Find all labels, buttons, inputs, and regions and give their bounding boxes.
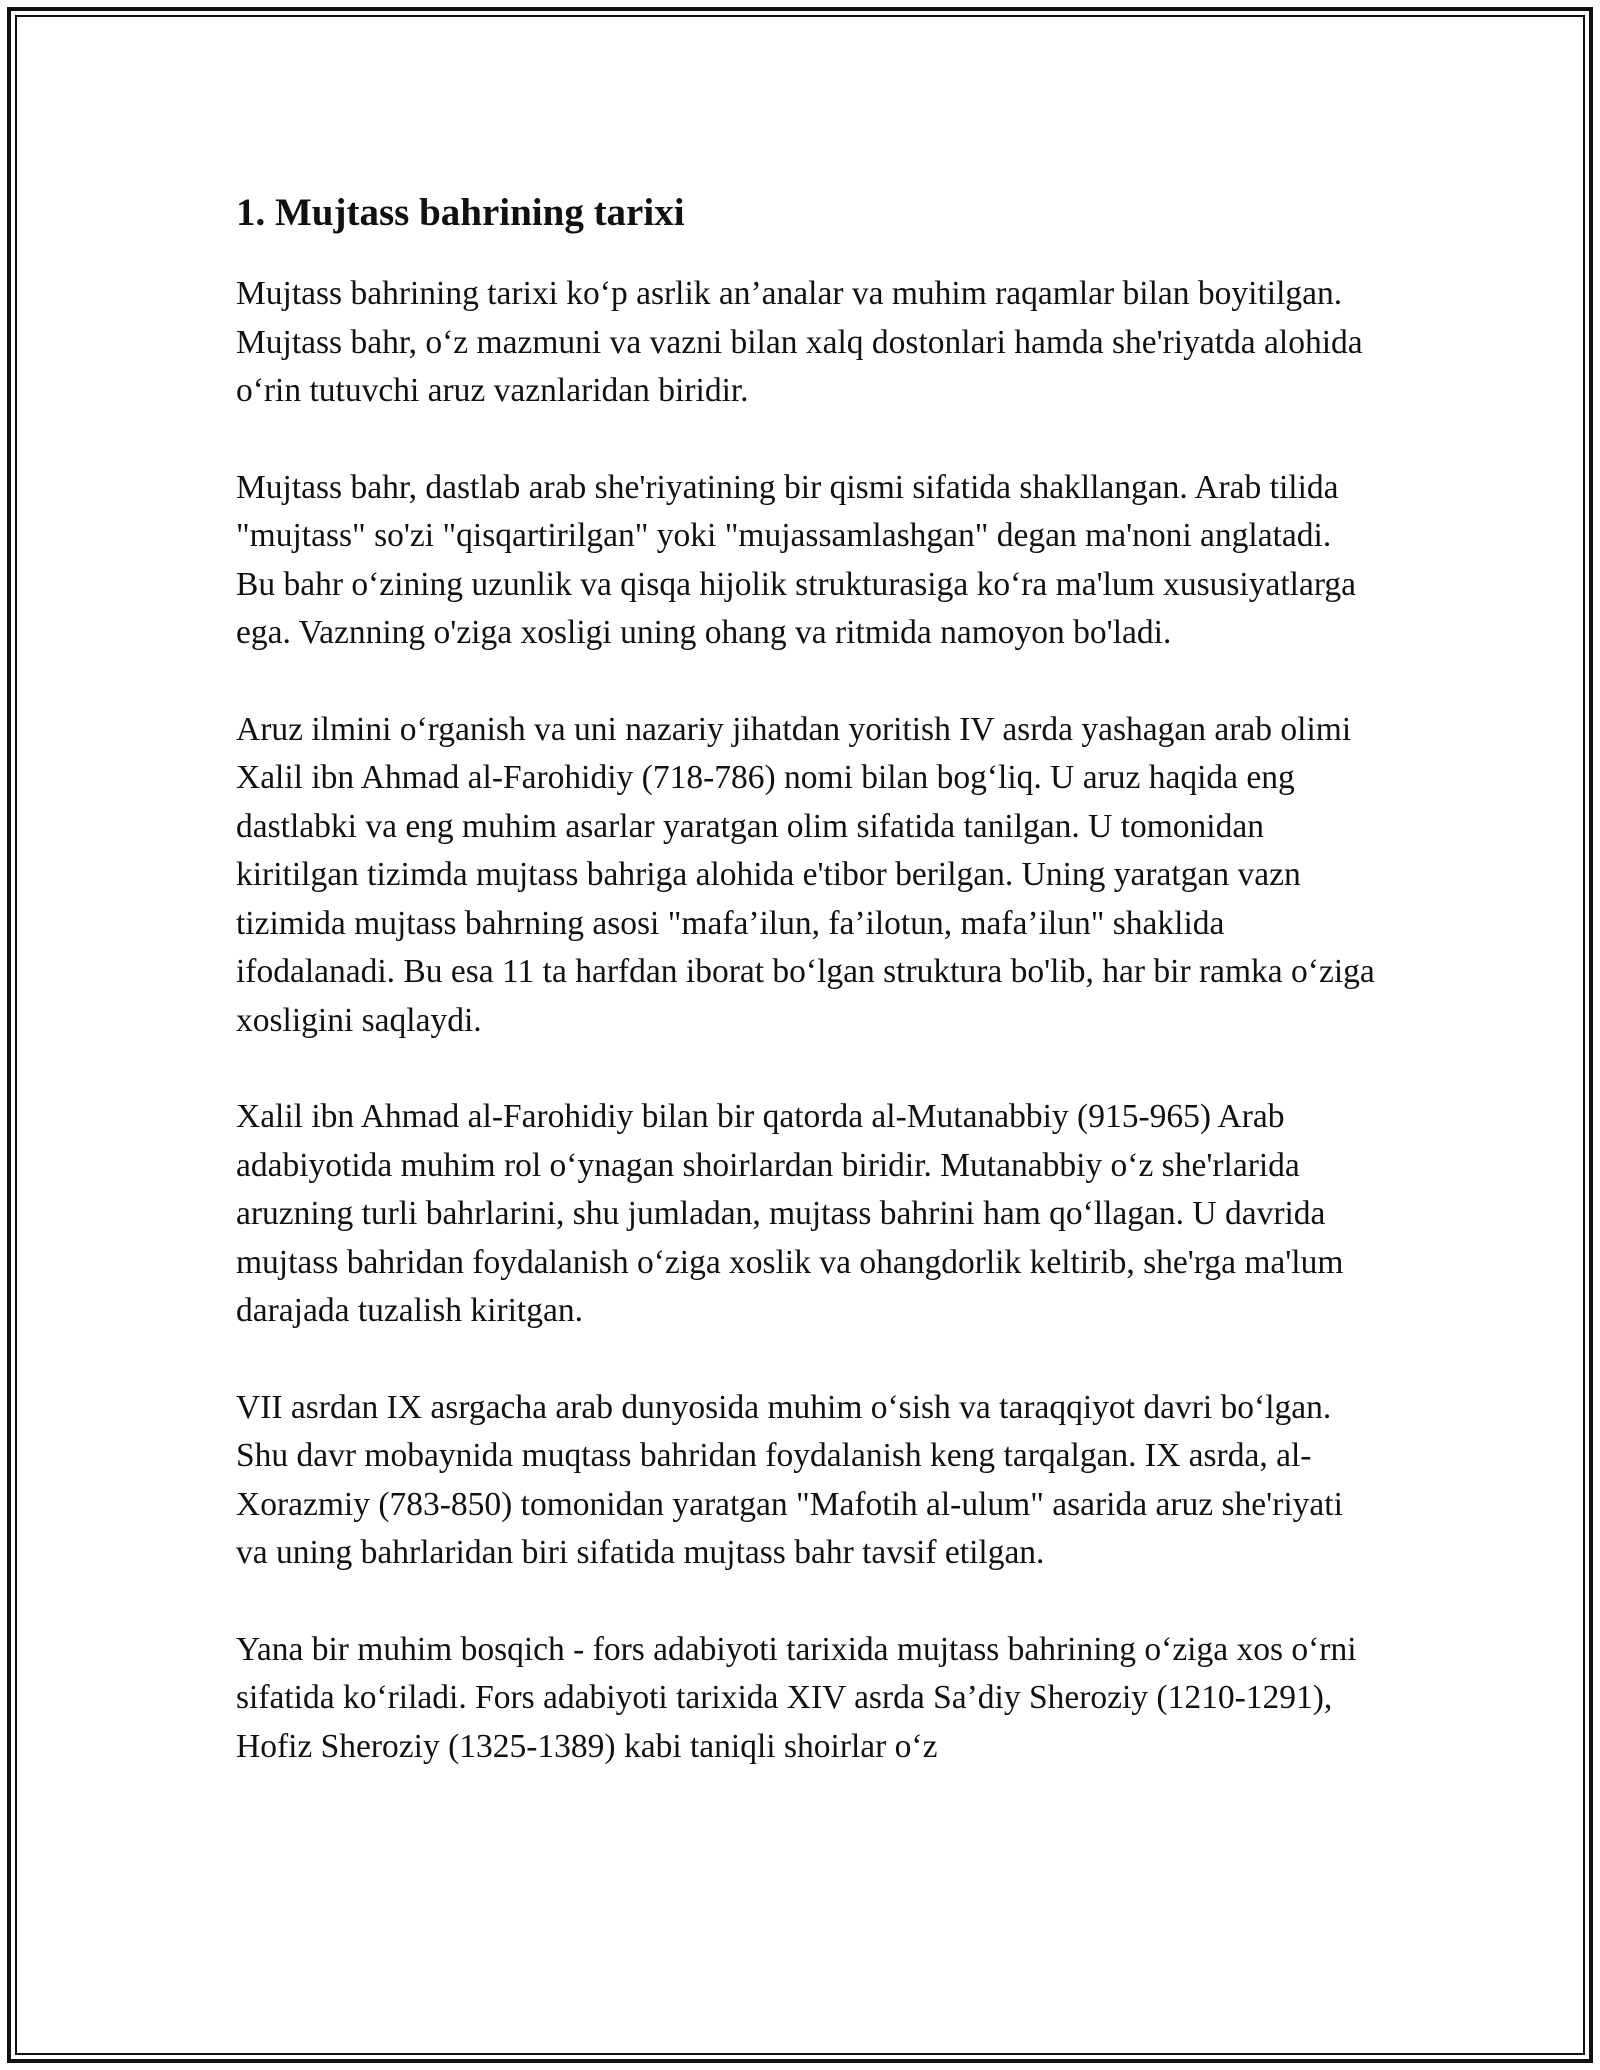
document-body — [236, 184, 1376, 1819]
section-heading: 1. Mujtass bahrining tarixi — [236, 191, 685, 234]
paragraph-3: Aruz ilmini o‘rganish va uni nazariy jihatdan yoritish IV asrda yashagan arab olimi Xalil ibn Ahmad al-Farohidiy (718-786) nomi bilan bog‘liq. U aruz haqida eng dastlabki va eng muhim asarlar yaratgan olim sifatida tanilgan. U tomonidan kiritilgan tizimda mujtass bahriga alohida e'tibor berilgan. Uning yaratgan vazn tizimida mujtass bahrning asosi "mafa’ilun, fa’ilotun, mafa’ilun" shaklida ifodalanadi. Bu esa 11 ta harfdan iborat bo‘lgan struktura bo'lib, har bir ramka o‘ziga xosligini saqlaydi. — [236, 710, 1375, 1039]
paragraph-5: VII asrdan IX asrgacha arab dunyosida muhim o‘sish va taraqqiyot davri bo‘lgan. Shu davr mobaynida muqtass bahridan foydalanish keng tarqalgan. IX asrda, al-Xorazmiy (783-850) tomonidan yaratgan "Mafotih al-ulum" asarida aruz she'riyati va uning bahrlaridan biri sifatida mujtass bahr tavsif etilgan. — [236, 1388, 1343, 1571]
paragraph-2: Mujtass bahr, dastlab arab she'riyatining bir qismi sifatida shakllangan. Arab tilida "mujtass" so'zi "qisqartirilgan" yoki "mujassamlashgan" degan ma'noni anglatadi. Bu bahr o‘zining uzunlik va qisqa hijolik strukturasiga ko‘ra ma'lum xususiyatlarga ega. Vaznning o'ziga xosligi uning ohang va ritmida namoyon bo'ladi. — [236, 468, 1357, 651]
paragraph-6: Yana bir muhim bosqich - fors adabiyoti tarixida mujtass bahrining o‘ziga xos o‘rni sifatida ko‘riladi. Fors adabiyoti tarixida XIV asrda Sa’diy Sheroziy (1210-1291), Hofiz Sheroziy (1325-1389) kabi taniqli shoirlar o‘z — [236, 1630, 1357, 1765]
paragraph-4: Xalil ibn Ahmad al-Farohidiy bilan bir qatorda al-Mutanabbiy (915-965) Arab adabiyotida muhim rol o‘ynagan shoirlardan biridir. Mutanabbiy o‘z she'rlarida aruzning turli bahrlarini, shu jumladan, mujtass bahrini ham qo‘llagan. U davrida mujtass bahridan foydalanish o‘ziga xoslik va ohangdorlik keltirib, she'rga ma'lum darajada tuzalish kiritgan. — [236, 1098, 1344, 1329]
paragraph-1: Mujtass bahrining tarixi ko‘p asrlik an’analar va muhim raqamlar bilan boyitilgan. Mujtass bahr, o‘z mazmuni va vazni bilan xalq dostonlari hamda she'riyatda alohida o‘rin tutuvchi aruz vaznlaridan biridir. — [236, 275, 1363, 409]
